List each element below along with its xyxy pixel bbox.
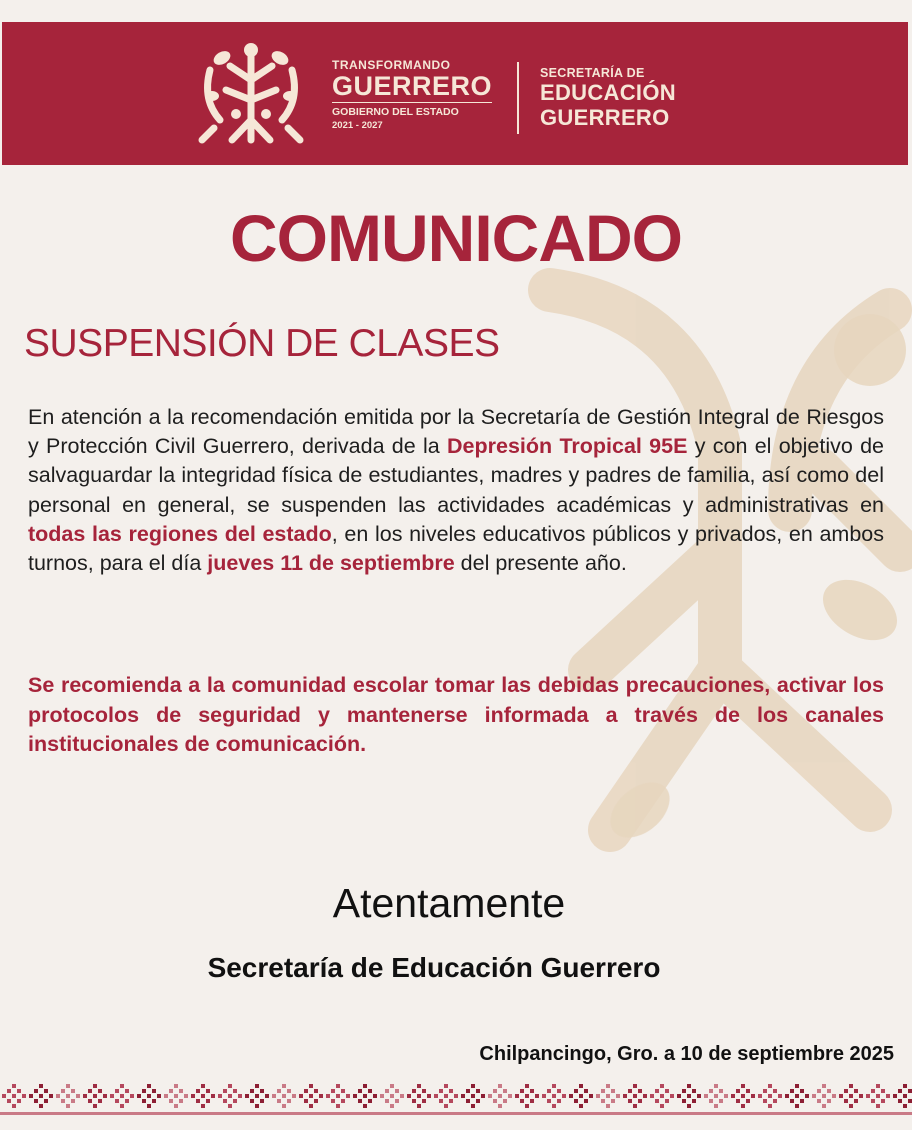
background-ornament-icon <box>490 250 912 970</box>
subtitle: SUSPENSIÓN DE CLASES <box>24 322 500 365</box>
gov-years: 2021 - 2027 <box>332 120 383 131</box>
body-text-2: y con el objetivo de salvaguardar la integridad física de estudiantes, madres y padres de familia, así como del personal en general, se suspenden las actividades académicas y administrativas en <box>28 434 885 517</box>
logo-divider <box>517 62 519 134</box>
education-secretariat-logo <box>540 66 676 130</box>
top-strip <box>0 0 912 22</box>
guerrero-tree-logo-icon <box>192 40 310 152</box>
body-text-1: En atención a la recomendación emitida por la Secretaría de Gestión Integral de Riesgos y Protección Civil Guerrero, derivada de la <box>28 405 884 459</box>
gov-name: GUERRERO <box>332 71 493 101</box>
highlight-depression: Depresión Tropical 95E <box>447 434 688 459</box>
headline: COMUNICADO <box>230 201 682 275</box>
recommendation: Se recomienda a la comunidad escolar tomar las debidas precauciones, activar los protocolos de seguridad y mantenerse informada a través de los canales institucionales de comunicación. <box>28 673 884 756</box>
sec-kicker: SECRETARÍA DE <box>540 66 645 80</box>
highlight-regions: todas las regiones del estado <box>28 521 332 546</box>
body-text-4: del presente año. <box>460 551 627 576</box>
notice-body <box>28 403 884 578</box>
embroidery-border-icon <box>0 1076 912 1130</box>
state-government-logo <box>332 58 492 131</box>
gov-subtitle: GOBIERNO DEL ESTADO <box>332 102 492 118</box>
sec-name-line1: EDUCACIÓN <box>540 80 676 105</box>
gov-kicker: TRANSFORMANDO <box>332 58 451 72</box>
signer: Secretaría de Educación Guerrero <box>207 952 661 983</box>
highlight-date: jueves 11 de septiembre <box>207 551 455 576</box>
closing: Atentamente <box>332 880 566 926</box>
header-banner <box>2 22 908 165</box>
sec-name-line2: GUERRERO <box>540 105 670 130</box>
body-text-3: , en los niveles educativos públicos y privados, en ambos turnos, para el día <box>28 521 884 576</box>
dateline: Chilpancingo, Gro. a 10 de septiembre 2025 <box>479 1043 894 1065</box>
